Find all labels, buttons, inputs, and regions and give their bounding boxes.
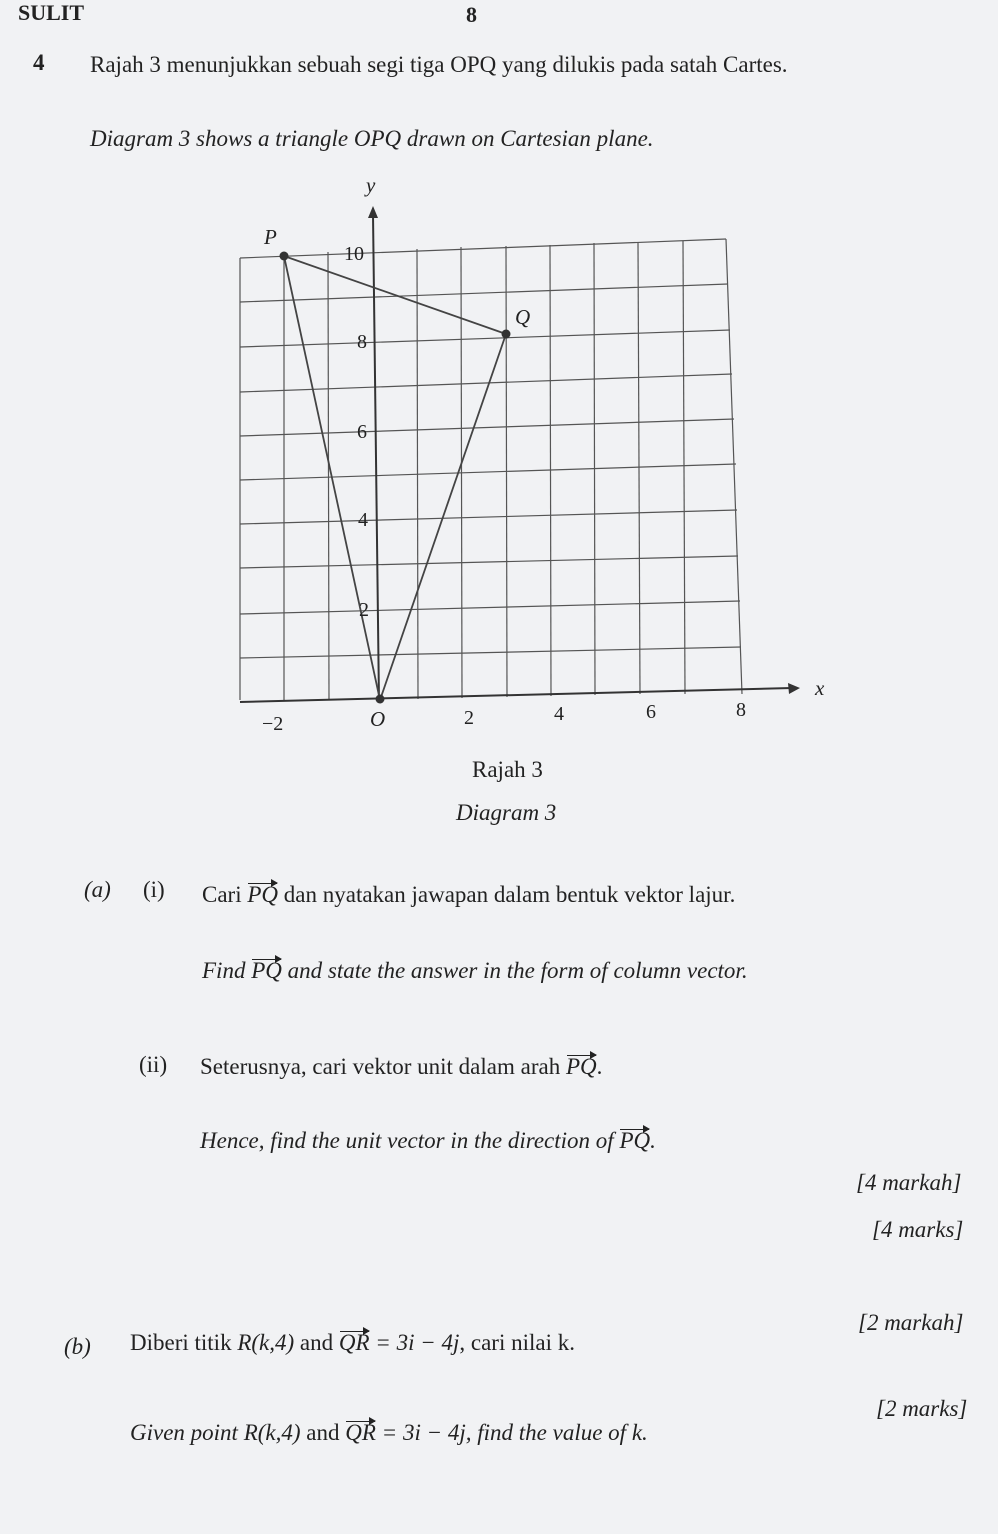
y-tick-4: 4 (358, 509, 368, 531)
vector-pq: PQ (565, 1054, 597, 1079)
part-b-label: (b) (64, 1334, 91, 1359)
point-o-dot (376, 695, 385, 704)
question-intro-en: Diagram 3 shows a triangle OPQ drawn on Cartesian plane. (90, 126, 654, 151)
side-pq (284, 256, 506, 334)
part-a-i-label: (i) (143, 877, 165, 902)
part-a-ii-en-pre: Hence, find the unit vector in the direction of (200, 1128, 614, 1153)
point-p-dot (280, 252, 289, 261)
part-a-ii-en (200, 1128, 656, 1154)
part-a-ii-ms (200, 1054, 602, 1080)
question-number: 4 (33, 50, 45, 75)
part-b-ms-pre: Diberi titik (130, 1330, 232, 1355)
part-b-and: and (306, 1420, 340, 1445)
x-tick-origin: O (370, 707, 386, 731)
y-tick-10: 10 (344, 243, 364, 265)
part-a-label: (a) (84, 877, 111, 902)
part-b-marks-en: [2 marks] (876, 1396, 968, 1421)
part-b-en (130, 1420, 648, 1446)
y-axis-label: y (366, 173, 376, 197)
part-b-and: and (299, 1330, 334, 1355)
x-tick-6: 6 (646, 701, 656, 723)
x-tick-8: 8 (736, 699, 746, 721)
part-a-i-ms (202, 882, 735, 908)
grid (240, 239, 742, 700)
point-r: R(k,4) (237, 1330, 295, 1355)
part-a-i-en (202, 958, 748, 984)
x-tick-4: 4 (554, 703, 564, 725)
part-a-ii-en-post: . (650, 1128, 656, 1153)
part-b-ms-post: , cari nilai k. (459, 1330, 575, 1355)
point-p-label: P (264, 225, 277, 249)
part-b-en-pre: Given point (130, 1420, 238, 1445)
x-axis-label: x (815, 676, 825, 700)
part-a-ii-ms-post: . (596, 1054, 603, 1079)
y-axis-arrow-icon (368, 206, 378, 218)
vector-pq: PQ (247, 882, 279, 907)
diagram-caption-en: Diagram 3 (456, 800, 557, 825)
diagram-caption-ms: Rajah 3 (472, 757, 543, 782)
part-a-ii-ms-pre: Seterusnya, cari vektor unit dalam arah (200, 1054, 561, 1079)
vector-qr: QR (338, 1330, 370, 1355)
part-a-i-ms-pre: Cari (202, 882, 242, 907)
header-label: SULIT (18, 0, 85, 25)
question-intro-ms: Rajah 3 menunjukkan sebuah segi tiga OPQ yang dilukis pada satah Cartes. (90, 52, 788, 77)
part-a-marks-ms: [4 markah] (856, 1170, 962, 1195)
x-tick-2: 2 (464, 707, 474, 729)
cartesian-diagram (0, 0, 998, 760)
vector-pq: PQ (251, 958, 282, 983)
part-a-i-en-pre: Find (202, 958, 246, 983)
part-a-i-en-post: and state the answer in the form of column vector. (287, 958, 748, 983)
axes (240, 214, 792, 703)
point-q-label: Q (515, 305, 531, 329)
part-b-ms (130, 1330, 575, 1356)
vector-qr-value: = 3i − 4j (381, 1420, 466, 1445)
x-tick-neg2: −2 (262, 713, 284, 735)
point-q-dot (502, 330, 511, 339)
vector-qr: QR (345, 1420, 376, 1445)
vector-pq: PQ (619, 1128, 651, 1153)
part-b-marks-ms: [2 markah] (858, 1310, 964, 1335)
x-axis-arrow-icon (788, 683, 800, 694)
y-tick-8: 8 (357, 331, 367, 353)
part-a-i-ms-post: dan nyatakan jawapan dalam bentuk vektor lajur. (283, 882, 736, 907)
page-number: 8 (466, 2, 477, 27)
y-tick-2: 2 (359, 599, 369, 621)
part-a-ii-label: (ii) (139, 1052, 168, 1077)
point-r: R(k,4) (243, 1420, 301, 1445)
x-axis (240, 688, 792, 702)
part-a-marks-en: [4 marks] (872, 1217, 964, 1242)
y-tick-6: 6 (357, 421, 367, 443)
part-b-en-post: , find the value of k. (465, 1420, 648, 1445)
vector-qr-value: = 3i − 4j (375, 1330, 460, 1355)
